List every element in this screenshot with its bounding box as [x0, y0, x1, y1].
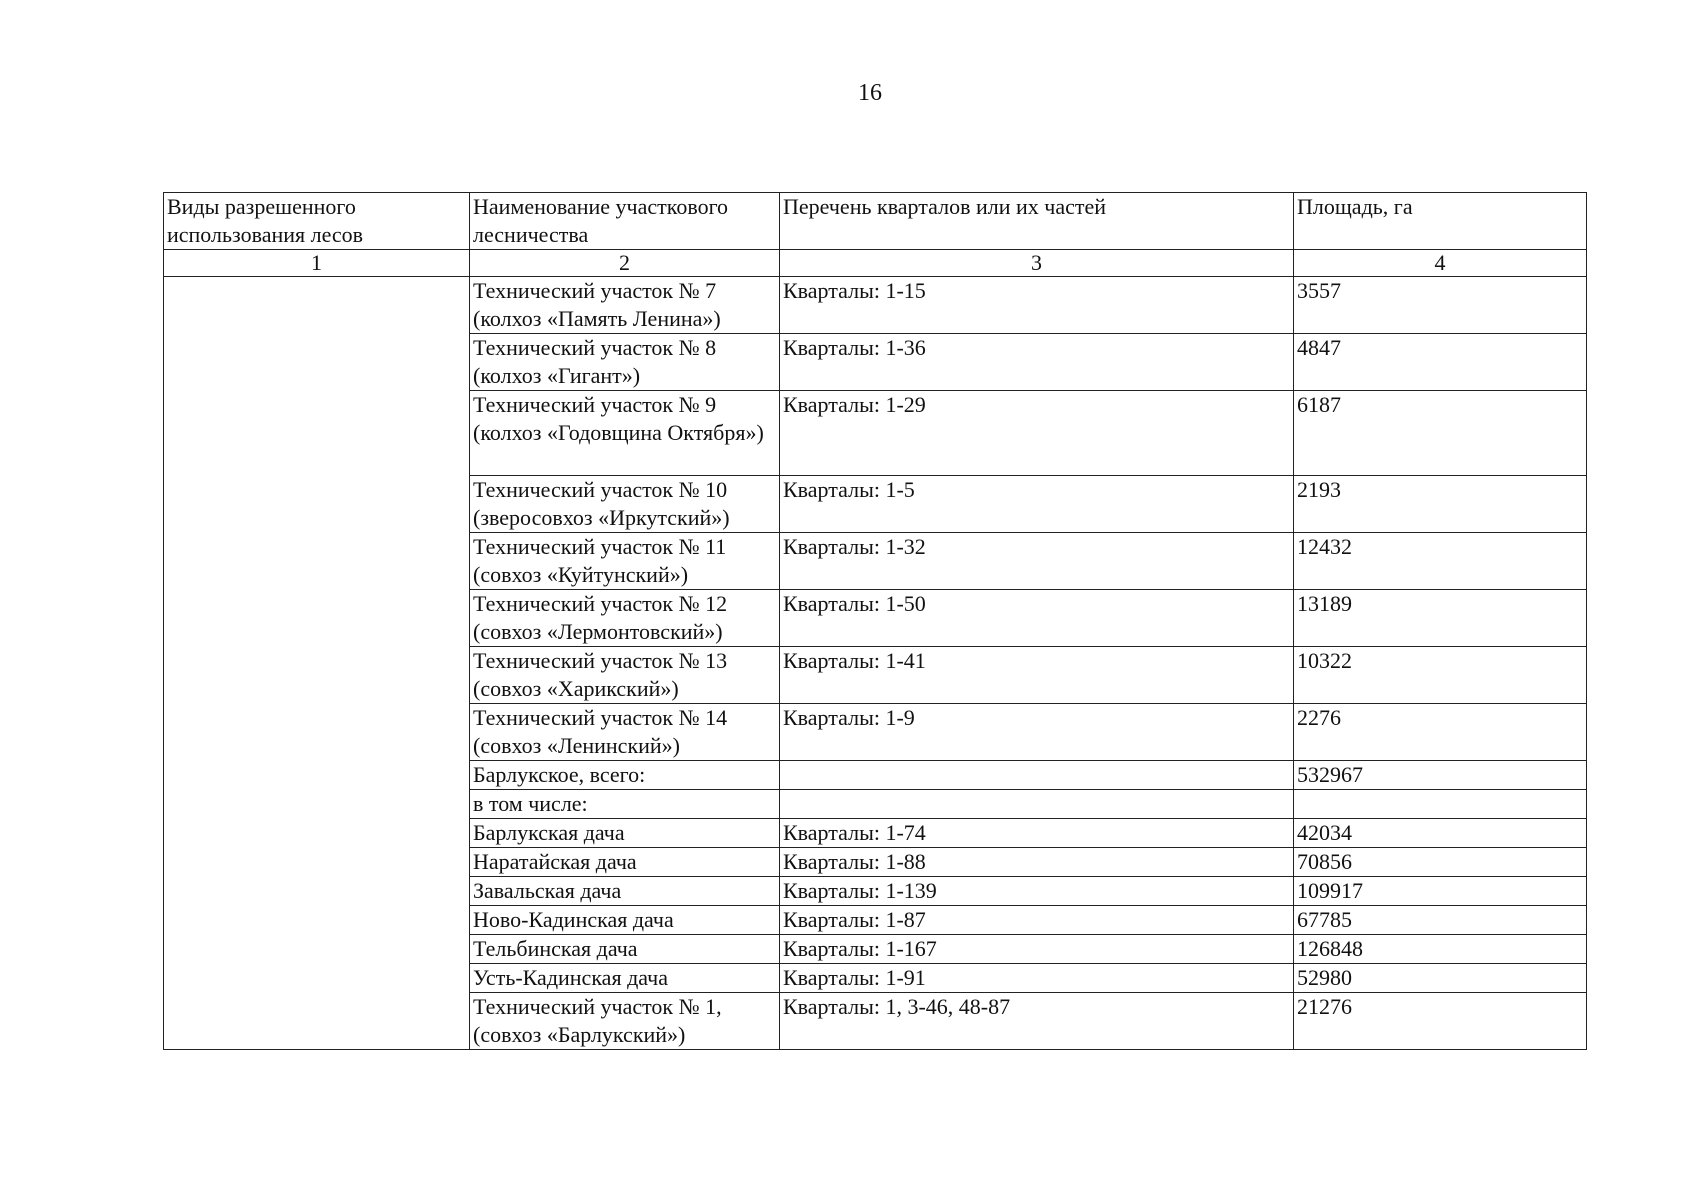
quarters-cell [780, 761, 1294, 790]
forestry-name-cell: Технический участок № 10 (зверосовхоз «Иркутский») [470, 476, 780, 533]
quarters-cell: Кварталы: 1-15 [780, 277, 1294, 334]
area-cell: 67785 [1294, 906, 1587, 935]
area-cell: 21276 [1294, 993, 1587, 1050]
quarters-cell: Кварталы: 1-74 [780, 819, 1294, 848]
column-number: 4 [1294, 250, 1587, 277]
table-header-row [164, 193, 1587, 250]
quarters-cell [780, 790, 1294, 819]
area-cell [1294, 790, 1587, 819]
forestry-name-cell: Наратайская дача [470, 848, 780, 877]
area-cell: 532967 [1294, 761, 1587, 790]
forestry-name-cell: Технический участок № 14 (совхоз «Ленинский») [470, 704, 780, 761]
forestry-name-cell: Технический участок № 8 (колхоз «Гигант») [470, 334, 780, 391]
column-number: 3 [780, 250, 1294, 277]
area-cell: 126848 [1294, 935, 1587, 964]
area-cell: 70856 [1294, 848, 1587, 877]
quarters-cell: Кварталы: 1-9 [780, 704, 1294, 761]
area-cell: 42034 [1294, 819, 1587, 848]
area-cell: 109917 [1294, 877, 1587, 906]
area-cell: 10322 [1294, 647, 1587, 704]
quarters-cell: Кварталы: 1-50 [780, 590, 1294, 647]
quarters-cell: Кварталы: 1-29 [780, 391, 1294, 476]
quarters-cell: Кварталы: 1-32 [780, 533, 1294, 590]
forestry-name-cell: Завальская дача [470, 877, 780, 906]
forestry-name-cell: Технический участок № 11 (совхоз «Куйтунский») [470, 533, 780, 590]
forestry-name-cell: Тельбинская дача [470, 935, 780, 964]
forest-use-table [163, 192, 1587, 1050]
forestry-name-cell: Барлукское, всего: [470, 761, 780, 790]
header-quarters: Перечень кварталов или их частей [780, 193, 1294, 250]
header-forestry-name: Наименование участкового лесничества [470, 193, 780, 250]
forestry-name-cell: Технический участок № 12 (совхоз «Лермонтовский») [470, 590, 780, 647]
forestry-name-cell: Технический участок № 7 (колхоз «Память Ленина») [470, 277, 780, 334]
column-number: 1 [164, 250, 470, 277]
quarters-cell: Кварталы: 1-139 [780, 877, 1294, 906]
quarters-cell: Кварталы: 1-167 [780, 935, 1294, 964]
area-cell: 13189 [1294, 590, 1587, 647]
area-cell: 2276 [1294, 704, 1587, 761]
forestry-name-cell: Ново-Кадинская дача [470, 906, 780, 935]
area-cell: 2193 [1294, 476, 1587, 533]
forestry-name-cell: в том числе: [470, 790, 780, 819]
quarters-cell: Кварталы: 1-87 [780, 906, 1294, 935]
column-number-row [164, 250, 1587, 277]
forestry-name-cell: Технический участок № 13 (совхоз «Харикский») [470, 647, 780, 704]
quarters-cell: Кварталы: 1-88 [780, 848, 1294, 877]
quarters-cell: Кварталы: 1-41 [780, 647, 1294, 704]
forestry-name-cell: Усть-Кадинская дача [470, 964, 780, 993]
area-cell: 6187 [1294, 391, 1587, 476]
quarters-cell: Кварталы: 1-91 [780, 964, 1294, 993]
header-area: Площадь, га [1294, 193, 1587, 250]
area-cell: 12432 [1294, 533, 1587, 590]
area-cell: 52980 [1294, 964, 1587, 993]
quarters-cell: Кварталы: 1-5 [780, 476, 1294, 533]
use-type-cell [164, 277, 470, 1050]
header-use-types: Виды разрешенного использования лесов [164, 193, 470, 250]
quarters-cell: Кварталы: 1, 3-46, 48-87 [780, 993, 1294, 1050]
forestry-name-cell: Технический участок № 9 (колхоз «Годовщина Октября») [470, 391, 780, 476]
area-cell: 3557 [1294, 277, 1587, 334]
table-row [164, 277, 1587, 334]
page-number: 16 [858, 80, 882, 106]
area-cell: 4847 [1294, 334, 1587, 391]
quarters-cell: Кварталы: 1-36 [780, 334, 1294, 391]
forestry-name-cell: Технический участок № 1, (совхоз «Барлукский») [470, 993, 780, 1050]
column-number: 2 [470, 250, 780, 277]
forestry-name-cell: Барлукская дача [470, 819, 780, 848]
